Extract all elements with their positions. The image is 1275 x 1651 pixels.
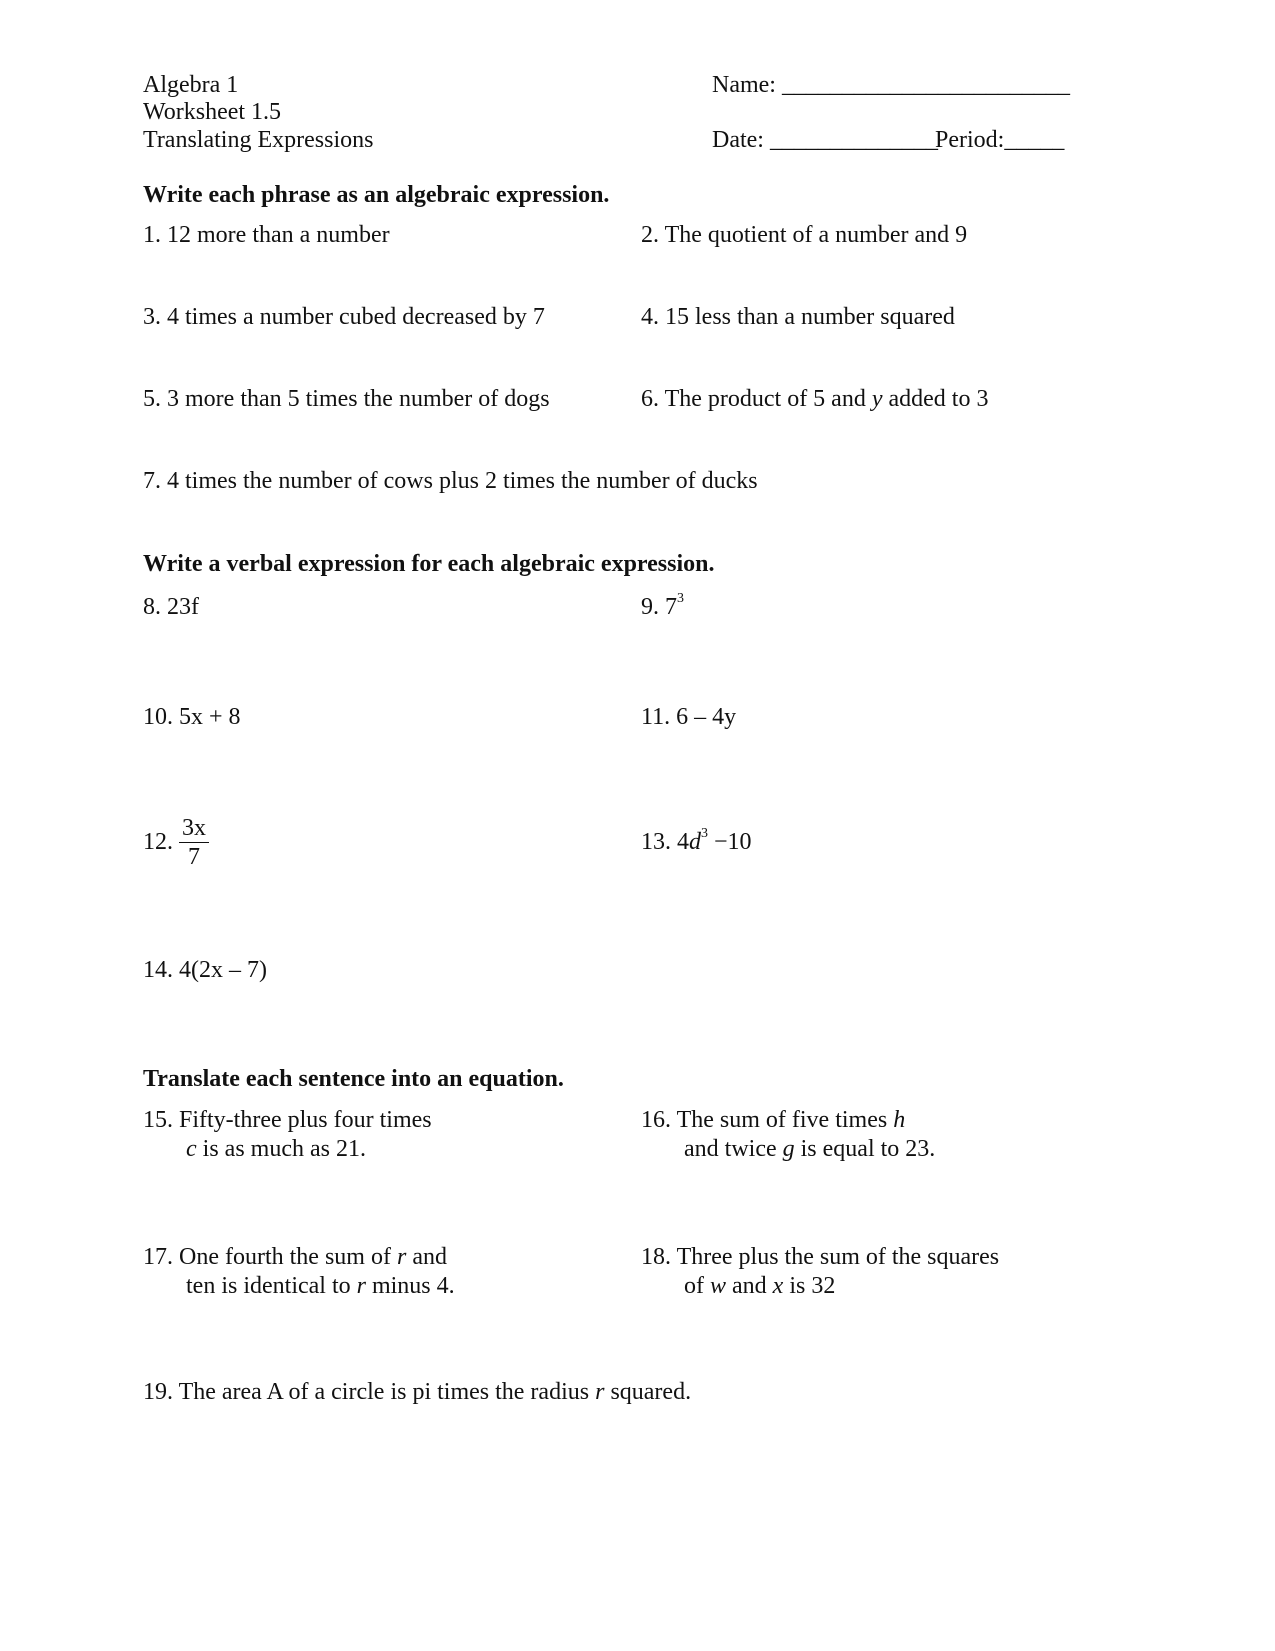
question-17: 17. One fourth the sum of r and ten is identical to r minus 4.: [143, 1244, 455, 1299]
question-18: 18. Three plus the sum of the squares of w and x is 32: [641, 1244, 1000, 1299]
date-field[interactable]: Date: ______________: [712, 127, 938, 153]
question-8: 8. 23f: [143, 594, 199, 620]
fraction: $\frac{3x}{7}$: [179, 814, 209, 871]
section-heading-algebraic: Write each phrase as an algebraic expression.: [143, 182, 610, 208]
question-5: 5. 3 more than 5 times the number of dogs: [143, 386, 550, 412]
question-3: 3. 4 times a number cubed decreased by 7: [143, 304, 545, 330]
question-2: 2. The quotient of a number and 9: [641, 222, 968, 248]
course-title: Algebra 1: [143, 72, 239, 98]
question-12: 12. $\frac{3x}{7}$: [143, 814, 209, 871]
question-19: 19. The area A of a circle is pi times the radius r squared.: [143, 1379, 692, 1405]
question-16: 16. The sum of five times h and twice g is equal to 23.: [641, 1107, 936, 1162]
section-heading-verbal: Write a verbal expression for each algebraic expression.: [143, 551, 715, 577]
worksheet-number: Worksheet 1.5: [143, 99, 282, 125]
question-7: 7. 4 times the number of cows plus 2 times the number of ducks: [143, 468, 758, 494]
question-4: 4. 15 less than a number squared: [641, 304, 955, 330]
question-10: 10. 5x + 8: [143, 704, 241, 730]
section-heading-equation: Translate each sentence into an equation.: [143, 1066, 564, 1092]
question-11: 11. 6 – 4y: [641, 704, 737, 730]
question-13: 13. $4d^3 -10$: [641, 826, 752, 855]
worksheet-topic: Translating Expressions: [143, 127, 374, 153]
question-1: 1. 12 more than a number: [143, 222, 390, 248]
period-field[interactable]: Period:_____: [935, 127, 1065, 153]
question-14: 14. 4(2x – 7): [143, 957, 267, 983]
question-9: 9. $7^3$: [641, 591, 684, 620]
name-field[interactable]: Name: ________________________: [712, 72, 1070, 98]
question-15: 15. Fifty-three plus four times c is as much as 21.: [143, 1107, 432, 1162]
question-6: 6. The product of 5 and y added to 3: [641, 386, 989, 412]
